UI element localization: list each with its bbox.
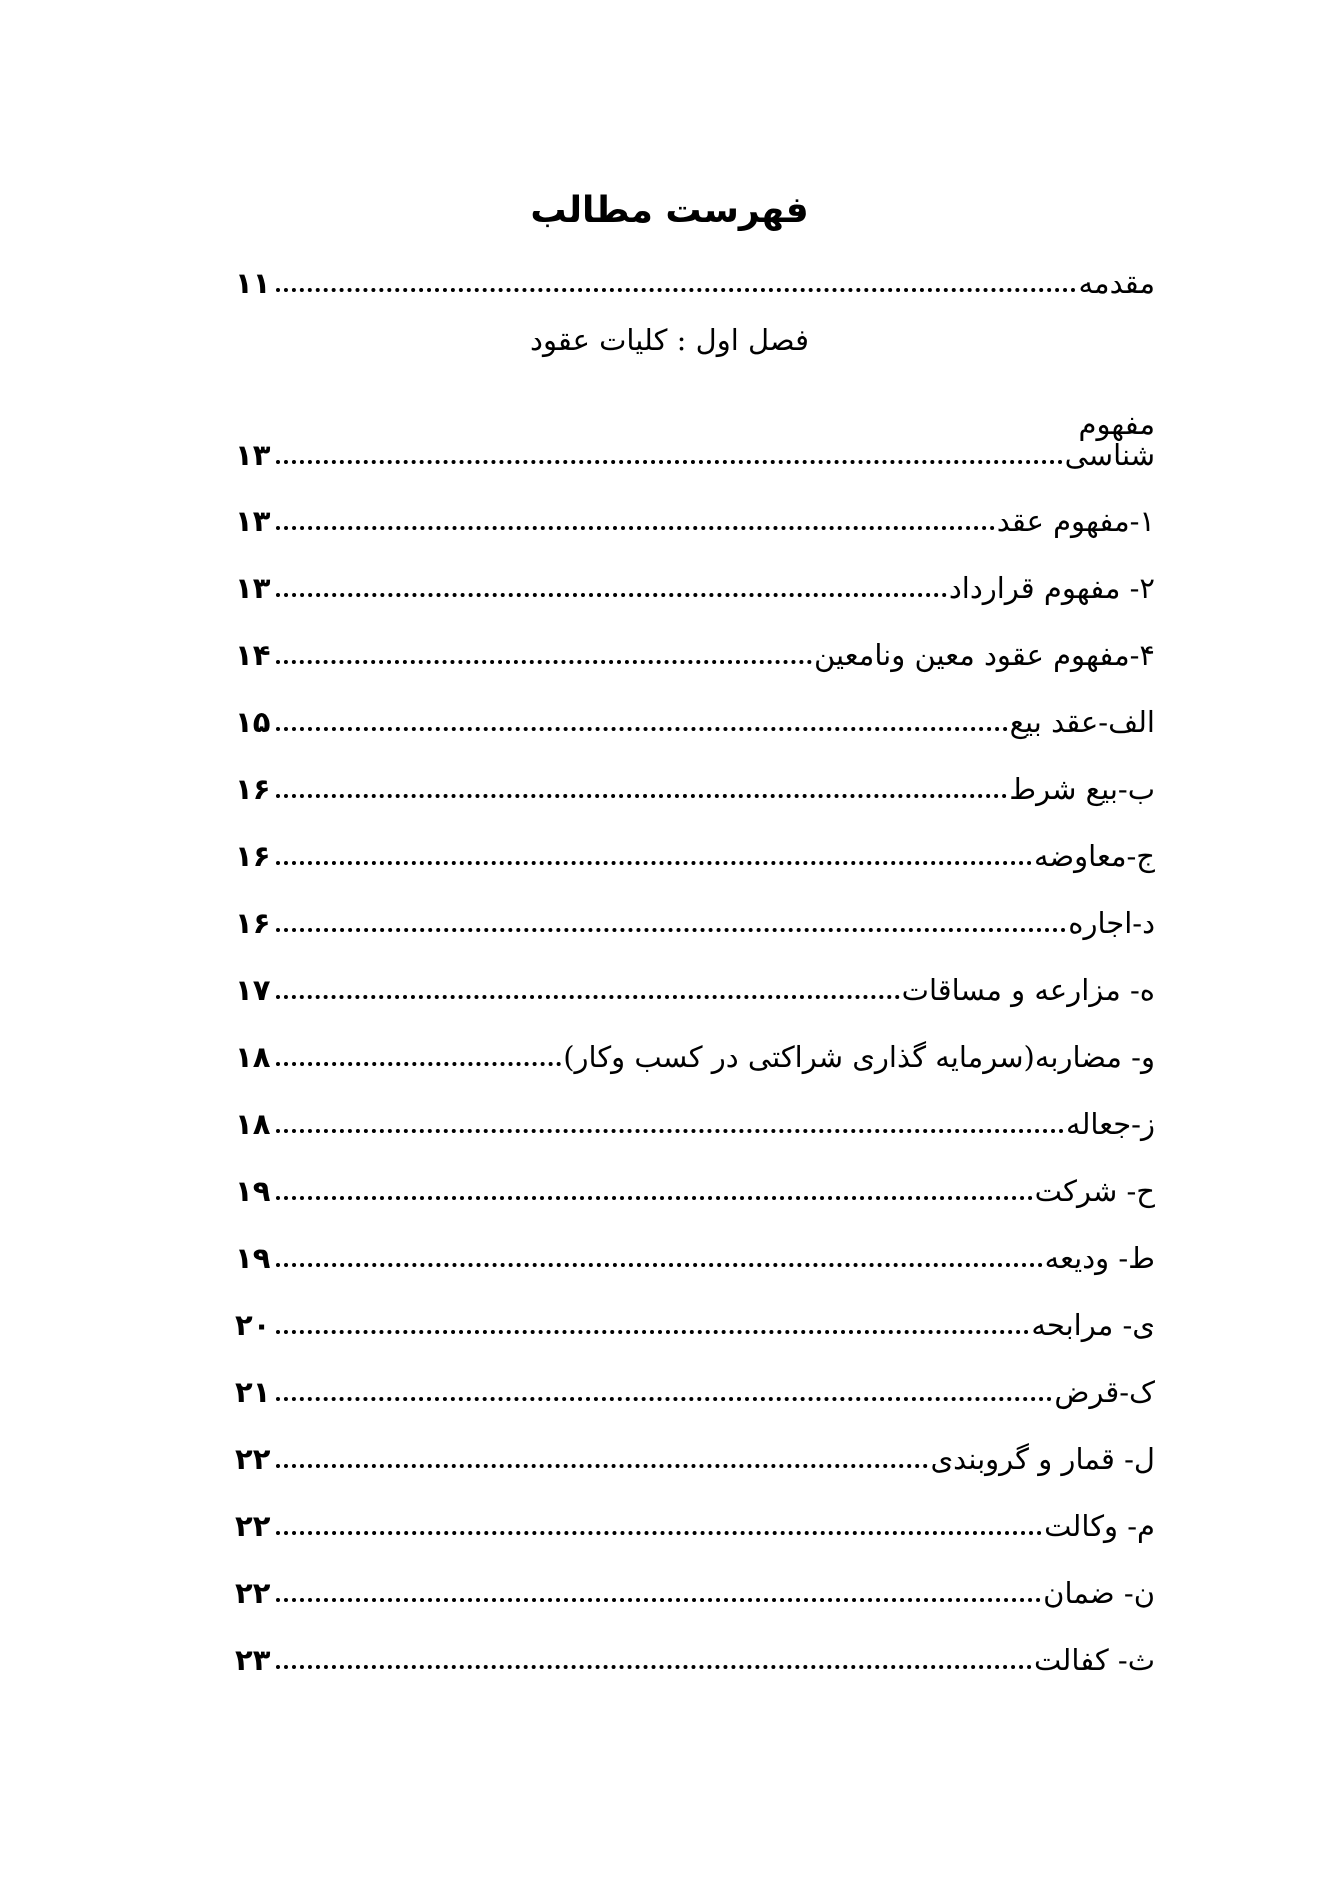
toc-entry-label: ز-جعاله <box>1066 1107 1155 1141</box>
toc-leader-dots <box>276 861 1032 865</box>
toc-leader-dots <box>276 526 994 530</box>
toc-page-number: ۱۶ <box>235 839 271 873</box>
page-title: فهرست مطالب <box>530 190 809 231</box>
toc-leader-dots <box>276 1464 928 1468</box>
toc-page-number: ۱۱ <box>235 266 271 300</box>
toc-entry <box>235 1625 1155 1675</box>
chapter-heading: فصل اول : کلیات عقود <box>530 323 809 357</box>
toc-leader-dots <box>276 928 1066 932</box>
toc-page-number: ۱۶ <box>235 906 271 940</box>
toc-leader-dots <box>276 1062 561 1066</box>
toc-entry-introduction <box>235 248 1155 298</box>
toc-entry <box>235 1424 1155 1474</box>
toc-entry-label <box>1065 409 1155 470</box>
toc-entry-label: ۲- مفهوم قرارداد <box>948 571 1155 605</box>
toc-entry-label: مقدمه <box>1078 266 1155 300</box>
toc-page-number: ۱۴ <box>235 638 271 672</box>
toc-page-number: ۱۹ <box>235 1241 271 1275</box>
toc-leader-dots <box>276 1531 1042 1535</box>
toc-entry-label: ب-بیع شرط <box>1009 772 1155 806</box>
toc-leader-dots <box>276 1129 1064 1133</box>
toc-leader-dots <box>276 460 1062 464</box>
toc-entry <box>235 1357 1155 1407</box>
toc-entry <box>235 553 1155 603</box>
toc-page-number: ۱۳ <box>235 571 271 605</box>
toc-entry-terminology <box>235 407 1155 472</box>
toc-entry <box>235 888 1155 938</box>
toc-page-number: ۱۳ <box>235 504 271 538</box>
toc-page-number: ۱۷ <box>235 973 271 1007</box>
toc-leader-dots <box>276 1397 1052 1401</box>
toc-entry <box>235 1491 1155 1541</box>
toc-page-number: ۲۲ <box>235 1509 271 1543</box>
toc-entry-label: ط- ودیعه <box>1044 1241 1155 1275</box>
toc-leader-dots <box>276 660 812 664</box>
toc-leader-dots <box>276 1665 1032 1669</box>
toc-page-number: ۲۲ <box>235 1576 271 1610</box>
toc-entry <box>235 821 1155 871</box>
toc-page-number: ۱۶ <box>235 772 271 806</box>
toc-entry-label: الف-عقد بیع <box>1009 705 1155 739</box>
toc-entry <box>235 1223 1155 1273</box>
toc-entry <box>235 955 1155 1005</box>
toc-leader-dots <box>276 727 1007 731</box>
toc-entry-label: ح- شرکت <box>1034 1174 1155 1208</box>
toc-page-number: ۲۱ <box>235 1375 271 1409</box>
toc-entry <box>235 1290 1155 1340</box>
toc-entry <box>235 1089 1155 1139</box>
toc-entry <box>235 1558 1155 1608</box>
toc-leader-dots <box>276 288 1076 292</box>
toc-page-number: ۱۹ <box>235 1174 271 1208</box>
toc-entry <box>235 687 1155 737</box>
toc-entry <box>235 1022 1155 1072</box>
toc-leader-dots <box>276 1330 1029 1334</box>
toc-leader-dots <box>276 1598 1041 1602</box>
toc-entry <box>235 620 1155 670</box>
toc-leader-dots <box>276 794 1007 798</box>
toc-entry-label-line1: مفهوم <box>1078 407 1155 442</box>
toc-entry-label: ن- ضمان <box>1043 1576 1155 1610</box>
toc-entry-label: ه- مزارعه و مساقات <box>901 973 1155 1007</box>
toc-entry-label: و- مضاربه(سرمایه گذاری شراکتی در کسب وکار) <box>563 1040 1155 1074</box>
toc-entry-label: ج-معاوضه <box>1033 839 1155 873</box>
toc-entry-label: د-اجاره <box>1068 906 1155 940</box>
toc-entry-label: ۴-مفهوم عقود معین ونامعین <box>813 638 1155 672</box>
toc-entry-label: ی- مرابحه <box>1031 1308 1155 1342</box>
toc-page-number: ۲۳ <box>235 1643 271 1677</box>
toc-leader-dots <box>276 1263 1042 1267</box>
toc-entry-label: ل- قمار و گروبندی <box>930 1442 1155 1476</box>
toc-page-number: ۱۸ <box>235 1107 271 1141</box>
toc-entry-label-line2: شناسی <box>1064 437 1155 472</box>
toc-page-number: ۱۵ <box>235 705 271 739</box>
toc-page-number: ۱۳ <box>235 438 271 472</box>
toc-leader-dots <box>276 995 899 999</box>
toc-leader-dots <box>276 593 946 597</box>
toc-entry-label: ک-قرض <box>1054 1375 1155 1409</box>
toc-page-number: ۲۲ <box>235 1442 271 1476</box>
toc-entry-label: ۱-مفهوم عقد <box>996 504 1155 538</box>
toc-entry <box>235 754 1155 804</box>
toc-entry-label: م- وکالت <box>1044 1509 1155 1543</box>
toc-entry <box>235 1156 1155 1206</box>
toc-page-number: ۲۰ <box>235 1308 271 1342</box>
toc-leader-dots <box>276 1196 1032 1200</box>
toc-page-number: ۱۸ <box>235 1040 271 1074</box>
toc-entry <box>235 486 1155 536</box>
toc-entry-label: ث- کفالت <box>1034 1643 1155 1677</box>
